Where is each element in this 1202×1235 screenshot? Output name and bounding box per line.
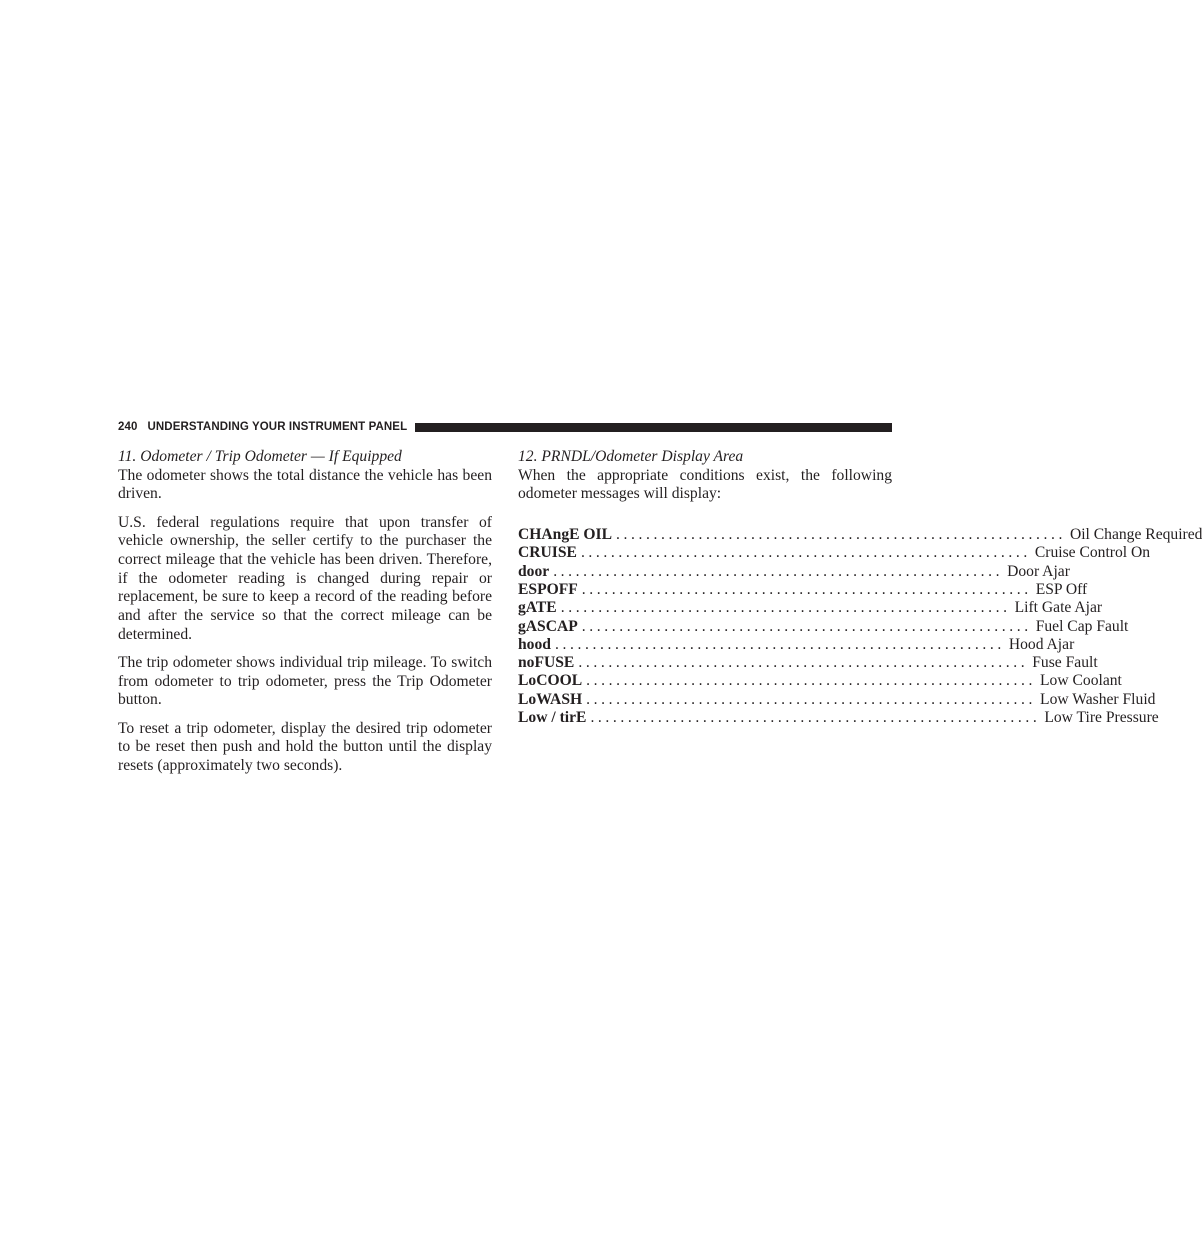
message-description: Low Coolant xyxy=(1040,672,1122,690)
message-code: LoCOOL xyxy=(518,672,583,690)
dot-leader: ............................................................ xyxy=(580,544,1031,562)
dot-leader: ............................................................ xyxy=(586,672,1037,690)
message-code: noFUSE xyxy=(518,654,575,672)
header-rule xyxy=(415,423,892,432)
message-row xyxy=(518,562,1070,581)
message-row xyxy=(518,690,1156,709)
dot-leader: ............................................................ xyxy=(560,599,1011,617)
left-column xyxy=(118,448,492,785)
right-column xyxy=(518,448,1202,727)
message-description: Fuse Fault xyxy=(1032,654,1098,672)
message-description: Low Washer Fluid xyxy=(1040,690,1156,708)
odometer-paragraph-4: To reset a trip odometer, display the desired trip odometer to be reset then push and hold the button until the display resets (approximately two seconds). xyxy=(118,719,492,775)
message-row xyxy=(518,617,1129,636)
message-code: LoWASH xyxy=(518,690,583,708)
dot-leader: ............................................................ xyxy=(590,709,1041,727)
message-list xyxy=(518,526,1202,727)
prndl-heading: 12. PRNDL/Odometer Display Area xyxy=(518,448,744,465)
message-description: Door Ajar xyxy=(1007,562,1070,580)
message-code: CRUISE xyxy=(518,544,577,562)
dot-leader: ............................................................ xyxy=(554,635,1005,653)
message-row xyxy=(518,672,1122,690)
message-row xyxy=(518,599,1103,617)
odometer-heading: 11. Odometer / Trip Odometer — If Equipped xyxy=(118,448,402,465)
message-row xyxy=(518,544,1151,562)
message-row xyxy=(518,526,1202,544)
dot-leader: ............................................................ xyxy=(581,617,1032,635)
message-code: gATE xyxy=(518,599,557,617)
message-description: Lift Gate Ajar xyxy=(1014,599,1103,617)
message-description: Fuel Cap Fault xyxy=(1035,617,1129,635)
message-row xyxy=(518,654,1098,672)
page-number: 240 xyxy=(118,421,138,433)
prndl-intro: When the appropriate conditions exist, the following odometer messages will display: xyxy=(518,466,892,503)
message-code: gASCAP xyxy=(518,617,578,635)
message-description: Hood Ajar xyxy=(1008,635,1075,653)
message-description: ESP Off xyxy=(1035,581,1088,598)
message-code: Low / tirE xyxy=(518,709,587,727)
message-row xyxy=(518,581,1088,599)
odometer-paragraph-2: U.S. federal regulations require that upon transfer of vehicle ownership, the seller certify to the purchaser the correct mileage that the vehicle has been driven. Therefore, if the odometer reading is changed during repair or replacement, be sure to keep a record of the reading before and after the service so that the correct mileage can be determined. xyxy=(118,513,492,643)
message-code: hood xyxy=(518,635,551,653)
message-description: Low Tire Pressure xyxy=(1044,709,1159,727)
dot-leader: ............................................................ xyxy=(616,526,1066,544)
message-code: CHAngE OIL xyxy=(518,526,613,544)
section-title: UNDERSTANDING YOUR INSTRUMENT PANEL xyxy=(147,421,408,433)
message-code: door xyxy=(518,562,550,580)
odometer-paragraph-1: The odometer shows the total distance the vehicle has been driven. xyxy=(118,466,492,503)
message-code: ESPOFF xyxy=(518,581,578,598)
dot-leader: ............................................................ xyxy=(586,690,1037,708)
message-description: Cruise Control On xyxy=(1034,544,1151,562)
message-row xyxy=(518,709,1159,727)
dot-leader: ............................................................ xyxy=(553,562,1004,580)
page-header xyxy=(118,419,892,435)
message-row xyxy=(518,635,1075,654)
dot-leader: ............................................................ xyxy=(581,581,1032,598)
message-description: Oil Change Required xyxy=(1069,526,1202,544)
odometer-paragraph-3: The trip odometer shows individual trip mileage. To switch from odometer to trip odometer, press the Trip Odometer button. xyxy=(118,654,492,709)
dot-leader: ............................................................ xyxy=(578,654,1029,672)
